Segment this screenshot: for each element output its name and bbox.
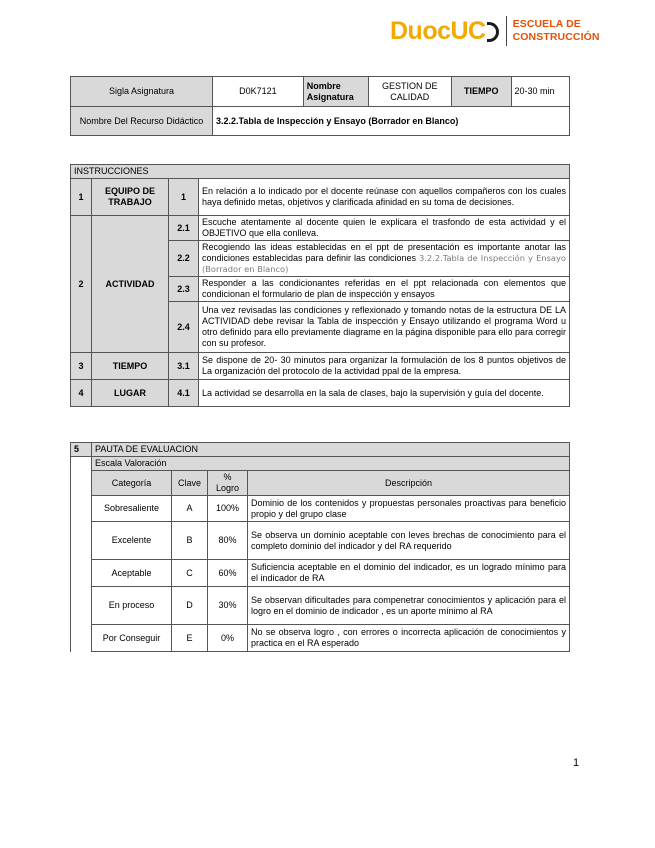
tiempo-value: 20-30 min (511, 77, 570, 107)
pauta-num: 5 (71, 443, 92, 457)
instruction-text: La actividad se desarrolla en la sala de clases, bajo la supervisión y guía del docente. (199, 380, 570, 407)
instruction-text-body: Recogiendo las ideas establecidas en el ppt de presentación es importante anotar las condiciones establecidas para definir las condiciones (202, 242, 566, 263)
clave-cell: C (172, 560, 208, 587)
categoria-cell: Sobresaliente (92, 496, 172, 522)
recurso-label: Nombre Del Recurso Didáctico (71, 107, 213, 136)
recurso-value: 3.2.2.Tabla de Inspección y Ensayo (Borrador en Blanco) (212, 107, 569, 136)
header-clave: Clave (172, 471, 208, 496)
logro-cell: 100% (208, 496, 248, 522)
logro-cell: 0% (208, 625, 248, 652)
categoria-cell: En proceso (92, 587, 172, 625)
instructions-table (70, 164, 570, 407)
instruction-text: Escuche atentamente al docente quien le explicara el trasfondo de esta actividad y el OBJETIVO que ella conlleva. (199, 216, 570, 241)
instructions-title: INSTRUCCIONES (71, 165, 570, 179)
page-number: 1 (573, 757, 580, 769)
instruction-text: En relación a lo indicado por el docente reúnase con aquellos compañeros con los cuales haya definido metas, objetivos y clarificada afinidad en su toma de decisiones. (199, 179, 570, 216)
instruction-text (199, 241, 570, 277)
clave-cell: A (172, 496, 208, 522)
descripcion-cell: No se observa logro , con errores o incorrecta aplicación de conocimientos y practica en el RA esperado (248, 625, 570, 652)
instruction-text: Una vez revisadas las condiciones y reflexionado y tomando notas de la estructura DE LA ACTIVIDAD debe revisar la Tabla de inspección y Ensayo utilizando el programa Word u otro definido para ello previamente diagrame en la página disponible para ello para corregir con su profesor. (199, 302, 570, 353)
instruction-name: LUGAR (92, 380, 169, 407)
instruction-num: 1 (71, 179, 92, 216)
descripcion-cell: Se observa un dominio aceptable con leves brechas de conocimiento para el completo dominio del indicador y del RA requerido (248, 522, 570, 560)
clave-cell: E (172, 625, 208, 652)
logro-cell: 30% (208, 587, 248, 625)
pauta-spacer (71, 457, 92, 652)
sigla-label: Sigla Asignatura (71, 77, 213, 107)
categoria-cell: Por Conseguir (92, 625, 172, 652)
categoria-cell: Aceptable (92, 560, 172, 587)
logo-wordmark (390, 16, 486, 45)
header-logro: % Logro (208, 471, 248, 496)
pauta-title: PAUTA DE EVALUACION (92, 443, 570, 457)
logo-school-line1: ESCUELA DE (512, 18, 581, 30)
nombre-label: Nombre Asignatura (303, 77, 368, 107)
instruction-num: 3 (71, 353, 92, 380)
instruction-name: EQUIPO DE TRABAJO (92, 179, 169, 216)
header-descripcion: Descripción (248, 471, 570, 496)
logo-school-name (513, 18, 600, 44)
instruction-num: 2 (71, 216, 92, 353)
instruction-sub: 1 (169, 179, 199, 216)
course-header-table (70, 76, 570, 136)
instruction-sub: 2.3 (169, 277, 199, 302)
instruction-sub: 2.1 (169, 216, 199, 241)
clave-cell: D (172, 587, 208, 625)
categoria-cell: Excelente (92, 522, 172, 560)
table-row (71, 587, 570, 625)
logo-school-line2: CONSTRUCCIÓN (512, 31, 600, 43)
duocuc-logo (390, 13, 600, 49)
logo-duoc-text: Duoc (390, 16, 451, 45)
instruction-text: Se dispone de 20- 30 minutos para organizar la formulación de los 8 puntos objetivos de La organización del protocolo de la actividad ppal de la empresa. (199, 353, 570, 380)
clave-cell: B (172, 522, 208, 560)
instruction-sub: 3.1 (169, 353, 199, 380)
instruction-text: Responder a las condicionantes referidas en el ppt relacionada con elementos que condicionan el formulario de plan de inspección y ensayos (199, 277, 570, 302)
resource-reference: 3.2.2.Tabla de Inspección y Ensayo (Borrador en Blanco) (202, 253, 566, 274)
scale-label: Escala Valoración (92, 457, 570, 471)
sigla-value: D0K7121 (212, 77, 303, 107)
table-row (71, 496, 570, 522)
table-row (71, 560, 570, 587)
evaluation-table (70, 442, 570, 652)
table-row (71, 522, 570, 560)
logro-cell: 60% (208, 560, 248, 587)
instruction-sub: 2.2 (169, 241, 199, 277)
logro-cell: 80% (208, 522, 248, 560)
header-categoria: Categoría (92, 471, 172, 496)
descripcion-cell: Suficiencia aceptable en el dominio del indicador, es un logrado mínimo para el indicador de RA (248, 560, 570, 587)
instruction-sub: 4.1 (169, 380, 199, 407)
descripcion-cell: Se observan dificultades para compenetrar conocimientos y aplicación para el logro en el dominio de indicador , es un aporte mínimo al RA (248, 587, 570, 625)
tiempo-label: TIEMPO (452, 77, 512, 107)
logo-uc-text: UC (450, 16, 486, 45)
instruction-name: TIEMPO (92, 353, 169, 380)
instruction-sub: 2.4 (169, 302, 199, 353)
logo-mark-icon (487, 22, 499, 42)
instruction-num: 4 (71, 380, 92, 407)
descripcion-cell: Dominio de los contenidos y propuestas personales proactivas para beneficio propio y del grupo clase (248, 496, 570, 522)
nombre-value: GESTION DE CALIDAD (368, 77, 452, 107)
table-row (71, 625, 570, 652)
logo-divider (506, 16, 507, 46)
instruction-name: ACTIVIDAD (92, 216, 169, 353)
